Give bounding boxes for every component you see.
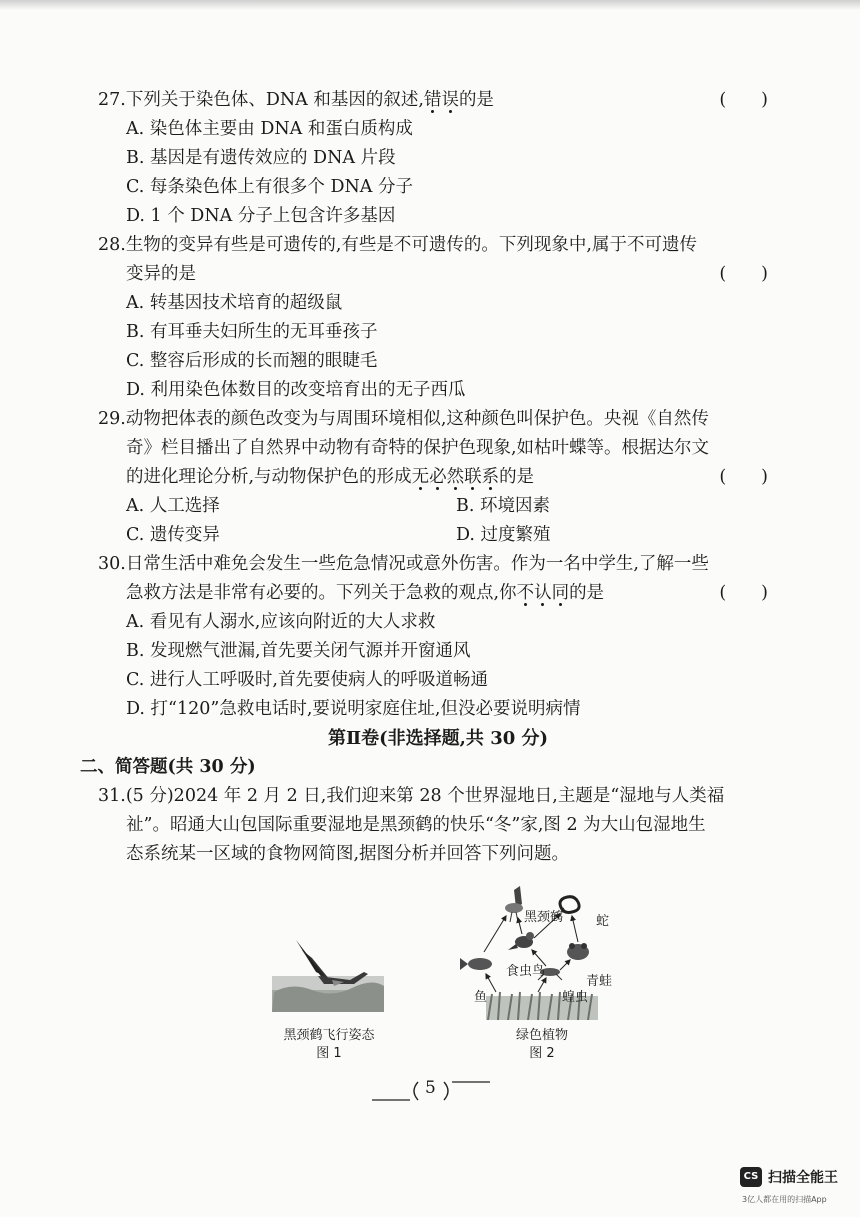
q29-options-row1 bbox=[98, 492, 778, 521]
q29-stem-line2: 奇》栏目播出了自然界中动物有奇特的保护色现象,如枯叶蝶等。根据达尔文 bbox=[126, 438, 710, 458]
emphasis-char: 错 bbox=[423, 90, 442, 110]
fig1-label: 图 1 bbox=[316, 1046, 342, 1061]
section-2-title: 第Ⅱ卷(非选择题,共 30 分) bbox=[327, 728, 549, 749]
scan-top-edge bbox=[0, 0, 860, 10]
q29-option-c: C. 遗传变异 bbox=[126, 525, 220, 545]
q30-option-c: C. 进行人工呼吸时,首先要使病人的呼吸道畅通 bbox=[126, 670, 488, 690]
bird-node bbox=[508, 932, 534, 950]
q30-option-b: B. 发现燃气泄漏,首先要关闭气源并开窗通风 bbox=[126, 641, 471, 661]
emphasis-char: 联 bbox=[464, 467, 482, 487]
fig2-label: 图 2 bbox=[529, 1046, 555, 1061]
q29-stem-line3: 的进化理论分析,与动物保护色的形成无必然联系的是 ( ) bbox=[98, 463, 778, 492]
label-locust: 蝗虫 bbox=[562, 990, 589, 1005]
emphasis-char: 然 bbox=[446, 467, 465, 487]
emphasis-char: 无 bbox=[411, 467, 430, 487]
label-bird: 食虫鸟 bbox=[506, 964, 546, 979]
q29-options-row2 bbox=[98, 521, 778, 550]
q29-option-b: B. 环境因素 bbox=[456, 496, 550, 516]
label-crane: 黑颈鹤 bbox=[524, 910, 564, 925]
q28-stem-line2: 变异的是 ( ) bbox=[98, 260, 778, 289]
q31-stem-line1: 31.(5 分)2024 年 2 月 2 日,我们迎来第 28 个世界湿地日,主题是“湿地与人类福 bbox=[98, 786, 725, 806]
q27-stem: 27.下列关于染色体、DNA 和基因的叙述,错误的是 ( ) bbox=[98, 86, 778, 115]
crane-flight-photo bbox=[272, 938, 384, 1012]
page-number bbox=[372, 1078, 490, 1104]
part-2-heading: 二、简答题(共 30 分) bbox=[80, 757, 256, 777]
page-number-text: 5 bbox=[425, 1078, 436, 1098]
q27-option-a: A. 染色体主要由 DNA 和蛋白质构成 bbox=[126, 119, 413, 139]
q29-option-d: D. 过度繁殖 bbox=[456, 525, 551, 545]
label-snake: 蛇 bbox=[596, 914, 610, 929]
watermark-tagline: 3亿人都在用的扫描App bbox=[742, 1195, 827, 1204]
label-fish: 鱼 bbox=[474, 990, 488, 1005]
q31-stem-line2: 祉”。昭通大山包国际重要湿地是黑颈鹤的快乐“冬”家,图 2 为大山包湿地生 bbox=[126, 815, 706, 835]
q29-option-a: A. 人工选择 bbox=[126, 496, 220, 516]
frog-node bbox=[567, 943, 589, 960]
fig1-caption: 黑颈鹤飞行姿态 bbox=[283, 1028, 375, 1043]
camscanner-logo: CS bbox=[740, 1167, 762, 1187]
q30-option-a: A. 看见有人溺水,应该向附近的大人求救 bbox=[126, 612, 436, 632]
emphasis-char: 系 bbox=[481, 467, 500, 487]
q27-option-d: D. 1 个 DNA 分子上包含许多基因 bbox=[126, 206, 396, 226]
answer-paren: ( ) bbox=[719, 90, 768, 110]
answer-paren: ( ) bbox=[719, 264, 768, 284]
watermark-name: 扫描全能王 bbox=[768, 1170, 838, 1186]
crane-node bbox=[505, 886, 523, 922]
emphasis-char: 认 bbox=[534, 583, 552, 603]
emphasis-char: 必 bbox=[429, 467, 447, 487]
q31-stem-line3: 态系统某一区域的食物网简图,据图分析并回答下列问题。 bbox=[126, 844, 570, 864]
q28-stem-line1: 28.生物的变异有些是可遗传的,有些是不可遗传的。下列现象中,属于不可遗传 bbox=[98, 235, 697, 255]
q28-option-a: A. 转基因技术培育的超级鼠 bbox=[126, 293, 343, 313]
q30-stem-line2: 急救方法是非常有必要的。下列关于急救的观点,你不认同的是 ( ) bbox=[98, 579, 778, 608]
fish-node bbox=[460, 958, 492, 970]
q27-option-b: B. 基因是有遗传效应的 DNA 片段 bbox=[126, 148, 396, 168]
emphasis-char: 误 bbox=[441, 90, 459, 110]
q27-option-c: C. 每条染色体上有很多个 DNA 分子 bbox=[126, 177, 413, 197]
q28-option-c: C. 整容后形成的长而翘的眼睫毛 bbox=[126, 351, 378, 371]
q30-stem-line1: 30.日常生活中难免会发生一些危急情况或意外伤害。作为一名中学生,了解一些 bbox=[98, 554, 709, 574]
answer-paren: ( ) bbox=[719, 583, 768, 603]
fig2-caption: 绿色植物 bbox=[515, 1028, 568, 1043]
q30-option-d: D. 打“120”急救电话时,要说明家庭住址,但没必要说明病情 bbox=[126, 699, 581, 719]
answer-paren: ( ) bbox=[719, 467, 768, 487]
label-frog: 青蛙 bbox=[586, 974, 613, 989]
q28-option-d: D. 利用染色体数目的改变培育出的无子西瓜 bbox=[126, 380, 466, 400]
emphasis-char: 同 bbox=[551, 583, 570, 603]
q28-option-b: B. 有耳垂夫妇所生的无耳垂孩子 bbox=[126, 322, 378, 342]
figures-area bbox=[98, 880, 778, 1070]
exam-page bbox=[80, 86, 778, 869]
emphasis-char: 不 bbox=[516, 583, 535, 603]
q29-stem-line1: 29.动物把体表的颜色改变为与周围环境相似,这种颜色叫保护色。央视《自然传 bbox=[98, 409, 709, 429]
